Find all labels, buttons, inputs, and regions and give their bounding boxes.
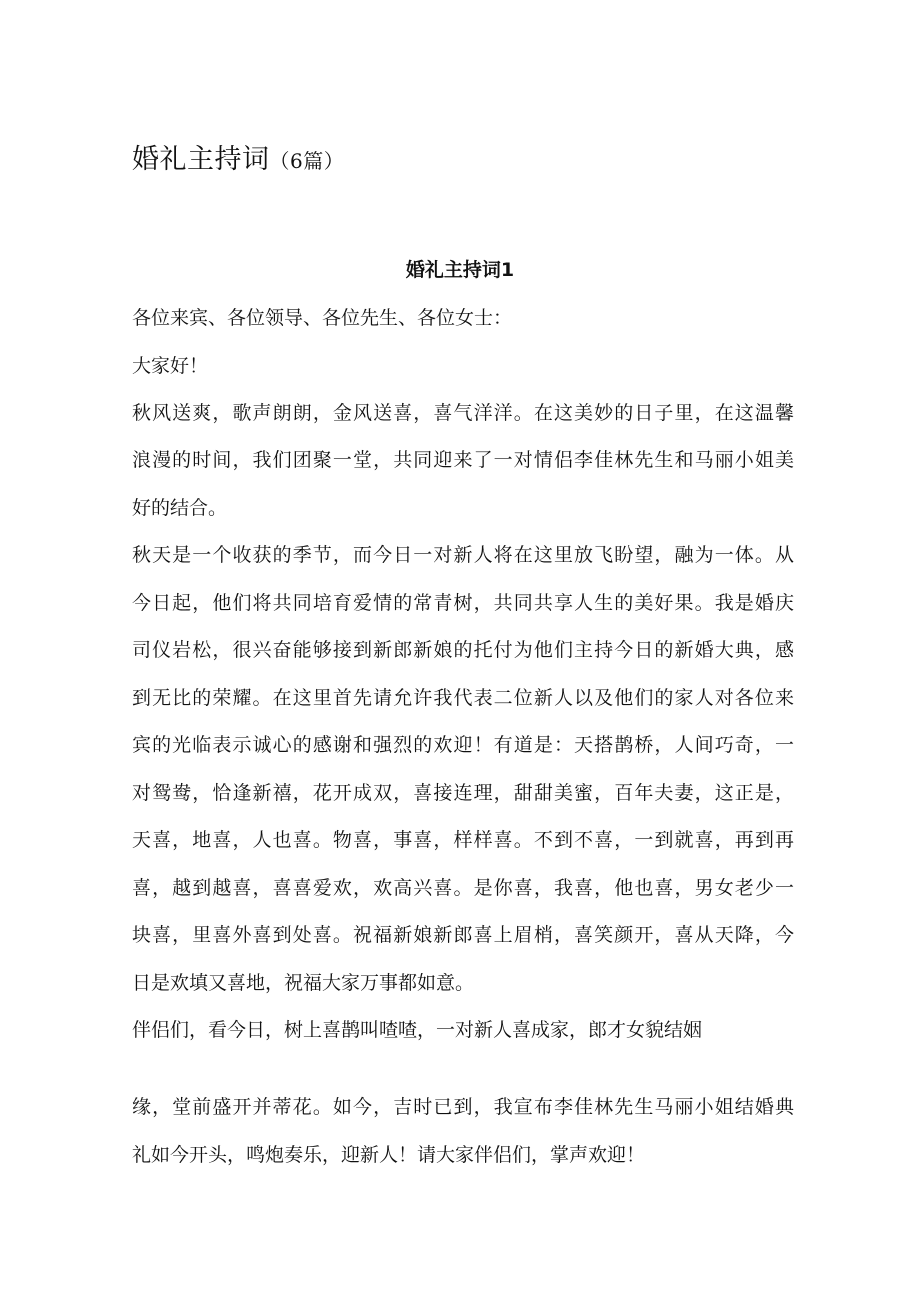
document-title (132, 140, 344, 181)
text-line: 宾的光临表示诚心的感谢和强烈的欢迎！有道是：天搭鹊桥，人间巧奇，一 (132, 734, 794, 756)
text-line: 到无比的荣耀。在这里首先请允许我代表二位新人以及他们的家人对各位来 (132, 687, 794, 709)
text-line: 浪漫的时间，我们团聚一堂，共同迎来了一对情侣李佳林先生和马丽小姐美 (132, 449, 794, 471)
text-line: 司仪岩松，很兴奋能够接到新郎新娘的托付为他们主持今日的新婚大典，感 (132, 639, 794, 661)
text-line: 天喜，地喜，人也喜。物喜，事喜，样样喜。不到不喜，一到就喜，再到再 (132, 829, 794, 851)
document-title-count: （6篇） (269, 149, 345, 173)
text-line: 礼如今开头，鸣炮奏乐，迎新人！请大家伴侣们，掌声欢迎！ (132, 1144, 646, 1166)
section-heading: 婚礼主持词1 (405, 259, 515, 281)
text-line: 缘，堂前盛开并蒂花。如今，吉时已到，我宣布李佳林先生马丽小姐结婚典 (132, 1096, 794, 1118)
document-title-text: 婚礼主持词 (132, 144, 270, 175)
text-line: 秋天是一个收获的季节，而今日一对新人将在这里放飞盼望，融为一体。从 (132, 544, 794, 566)
text-line: 对鸳鸯，恰逢新禧，花开成双，喜接连理，甜甜美蜜，百年夫妻，这正是， (132, 782, 794, 804)
text-line: 大家好！ (132, 355, 209, 377)
text-line: 秋风送爽，歌声朗朗，金风送喜，喜气洋洋。在这美妙的日子里，在这温馨 (132, 402, 794, 424)
text-line: 块喜，里喜外喜到处喜。祝福新娘新郎喜上眉梢，喜笑颜开，喜从天降，今 (132, 924, 794, 946)
text-line: 日是欢填又喜地，祝福大家万事都如意。 (132, 972, 475, 994)
text-line: 好的结合。 (132, 497, 228, 519)
text-line: 今日起，他们将共同培育爱情的常青树，共同共享人生的美好果。我是婚庆 (132, 592, 794, 614)
text-line: 各位来宾、各位领导、各位先生、各位女士： (132, 307, 513, 329)
text-line: 伴侣们，看今日，树上喜鹊叫喳喳，一对新人喜成家，郎才女貌结姻 (132, 1019, 703, 1041)
text-line: 喜，越到越喜，喜喜爱欢，欢高兴喜。是你喜，我喜，他也喜，男女老少一 (132, 877, 794, 899)
